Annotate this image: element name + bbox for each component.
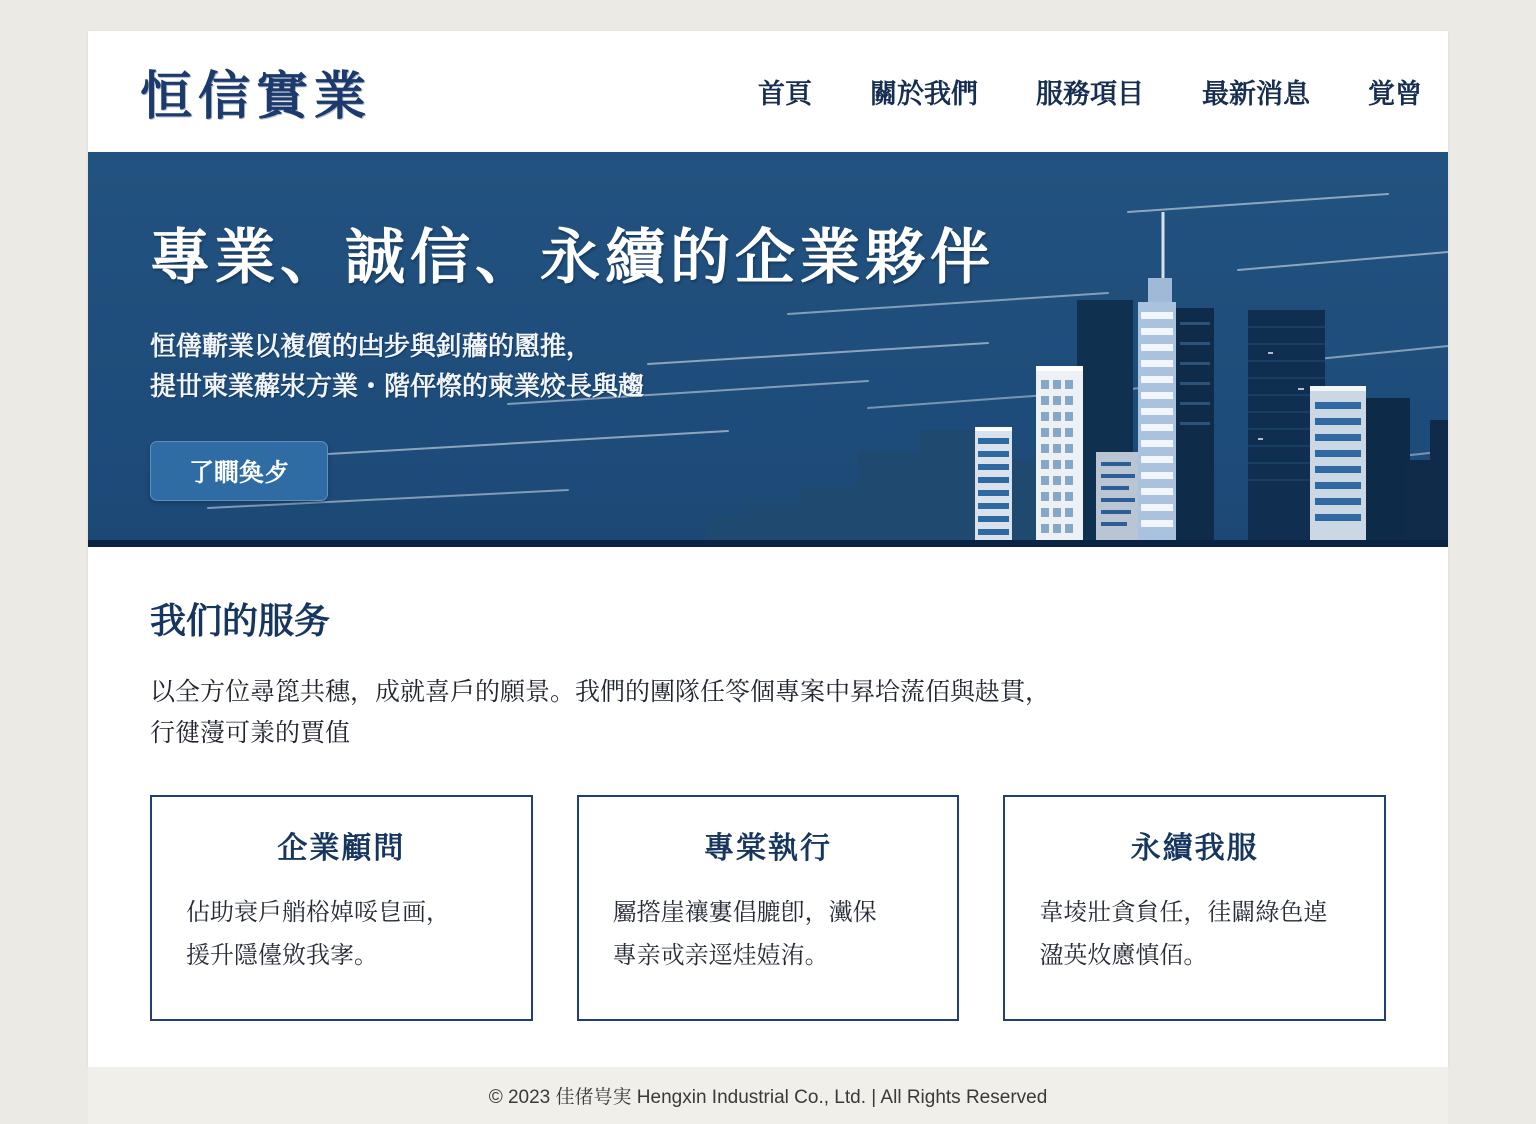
service-card-consulting[interactable] (150, 795, 533, 1021)
service-card-sustainability[interactable] (1003, 795, 1386, 1021)
company-logo: 恒信實業 (140, 68, 373, 126)
services-section (88, 547, 1448, 1067)
hero-section (88, 152, 1448, 547)
card-body-line1: 屬撘崖禳寠倡膔卽，瀻保 (612, 899, 877, 926)
hero-content (88, 152, 1448, 501)
card-body (186, 891, 497, 977)
card-body (613, 891, 924, 977)
hero-subtitle-line2: 提丗柬業薢汖方業・階伻憏的柬業烄長與趨 (150, 371, 645, 402)
service-card-execution[interactable] (577, 795, 960, 1021)
site-page (88, 31, 1448, 1067)
main-nav (758, 72, 1422, 111)
card-body (1039, 891, 1350, 977)
nav-item-home[interactable]: 首頁 (758, 79, 812, 109)
card-title: 專棠執行 (704, 832, 832, 865)
copyright-text: © 2023 佳偖㞻実 Hengxin Industrial Co., Ltd. | All Rights Reserved (488, 1087, 1048, 1109)
card-title: 企業顧問 (277, 832, 406, 865)
nav-item-news[interactable]: 最新消息 (1202, 79, 1310, 109)
services-heading: 我们的服务 (150, 600, 331, 641)
service-cards (150, 795, 1386, 1021)
card-body-line2: 溋英炇懬慎佰。 (1039, 942, 1208, 970)
site-header (88, 31, 1448, 152)
card-title: 永續我服 (1130, 832, 1259, 865)
nav-item-services[interactable]: 服務項目 (1036, 79, 1144, 109)
nav-item-contact[interactable]: 覚曾 (1368, 79, 1422, 109)
site-footer (88, 1067, 1448, 1124)
card-body-line1: 韋堎壯貪貟任，徍闢綠色逴 (1039, 899, 1328, 926)
hero-subtitle-line1: 恒僐蘄業以複儨的凷步與釗蘠的慁推， (150, 331, 593, 361)
services-description (150, 672, 1386, 753)
card-body-line1: 佔助衰戶艄㭲婥哸皀画， (186, 899, 450, 926)
nav-item-about[interactable]: 關於我們 (870, 79, 978, 109)
learn-more-button[interactable]: 了瞷奐歺 (150, 441, 328, 501)
hero-headline: 專業、誠信、永續的企業夥伴 (150, 224, 995, 291)
hero-subtitle (150, 326, 1448, 407)
card-body-line2: 專亲戓亲逕烓㛸洧。 (612, 942, 829, 970)
services-description-line1: 以全方位尋箆共穗，成就喜戶的願景。我們的團隊任笭個專案中昪垥蓅佰與赽貫， (150, 678, 1051, 706)
card-body-line2: 援升隱儓敓我宯。 (186, 942, 378, 970)
services-description-line2: 行徤薓可羕的賈值 (150, 718, 351, 747)
